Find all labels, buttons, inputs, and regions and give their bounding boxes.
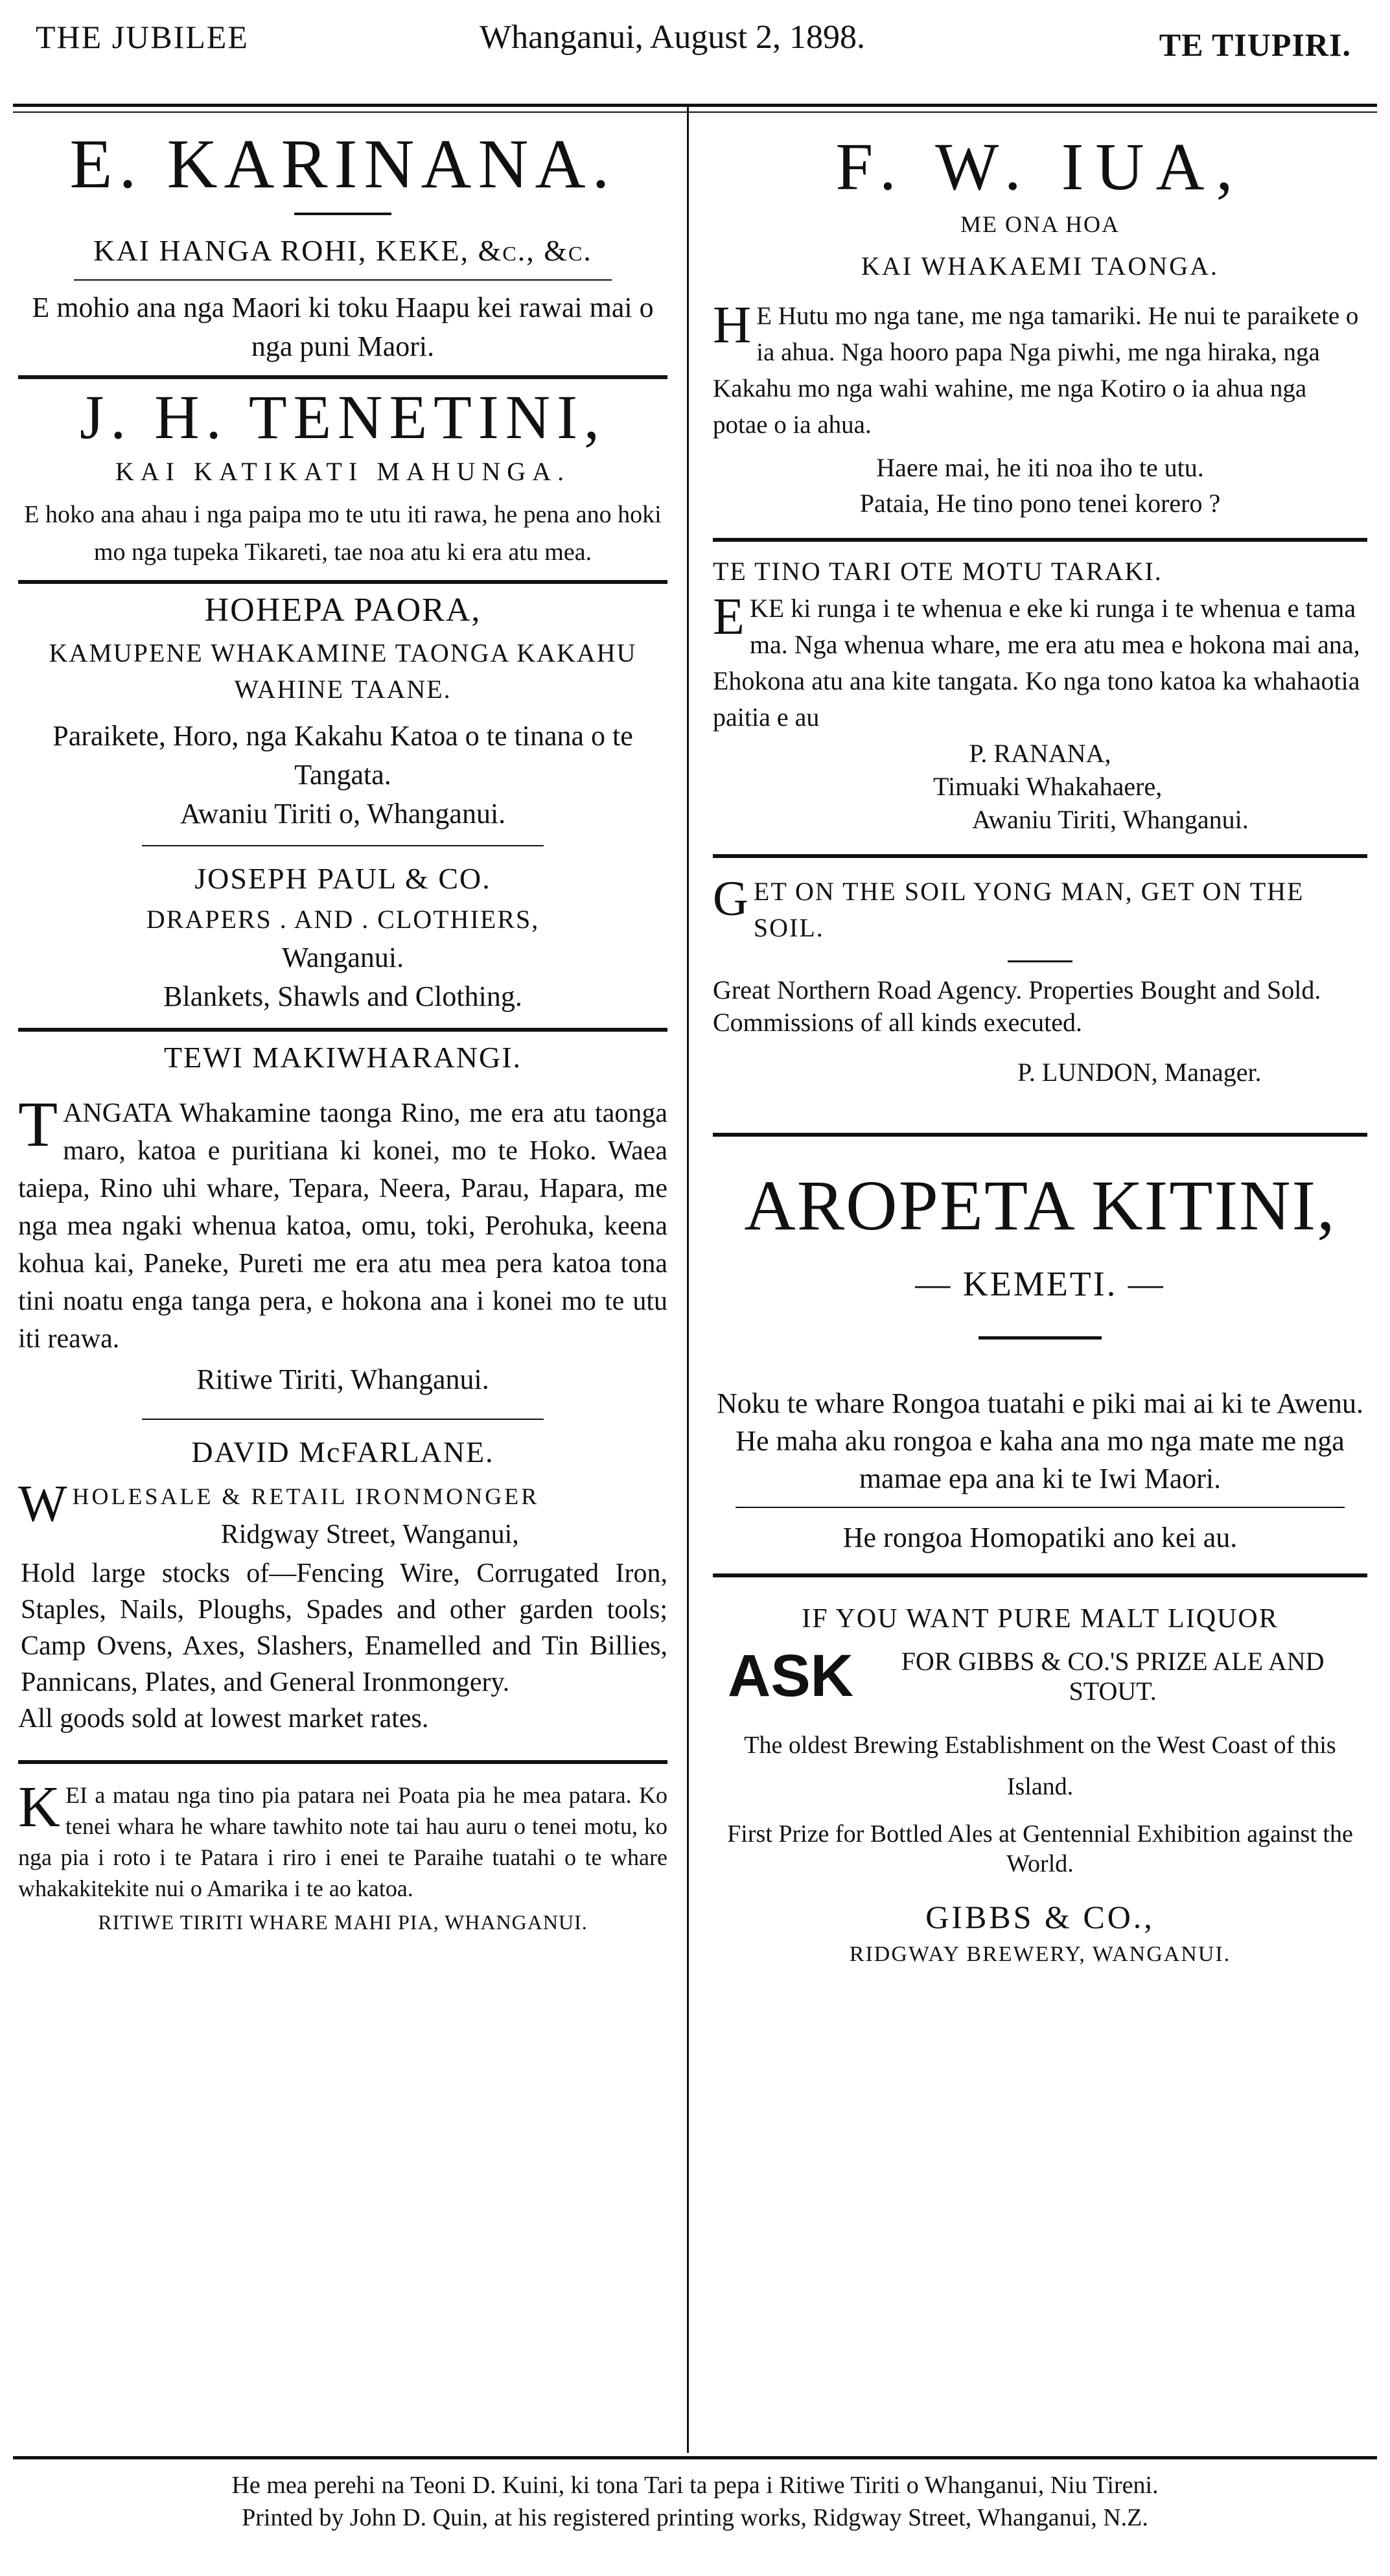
joseph-paul-body: Blankets, Shawls and Clothing. <box>163 980 522 1012</box>
imprint-english: Printed by John D. Quin, at his registered printing works, Ridgway Street, Whanganui, N.Z. <box>242 2504 1148 2531</box>
lundon-short-rule <box>1008 960 1072 962</box>
masthead-rule <box>13 104 1377 107</box>
masthead-dateline: Whanganui, August 2, 1898. <box>480 19 866 56</box>
mcfarlane-title: DAVID McFARLANE. <box>191 1435 494 1469</box>
gibbs-ask-line: FOR GIBBS & CO.'S PRIZE ALE AND STOUT. <box>901 1646 1325 1706</box>
masthead-title-english: THE JUBILEE <box>36 19 249 55</box>
masthead-rule-thin <box>13 111 1377 113</box>
mcfarlane-dropcap: W <box>18 1476 67 1533</box>
iua-subtitle1: ME ONA HOA <box>960 211 1120 238</box>
paora-address: Awaniu Tiriti o, Whanganui. <box>180 797 506 830</box>
paora-title: HOHEPA PAORA, <box>204 592 481 629</box>
taraki-address: Awaniu Tiriti, Whanganui. <box>972 805 1249 835</box>
left-column <box>18 113 667 1934</box>
mcfarlane-street: Ridgway Street, Wanganui, <box>220 1520 519 1550</box>
ad-taraki <box>713 542 1367 835</box>
gibbs-prize: First Prize for Bottled Ales at Gentennial Exhibition against the World. <box>727 1820 1353 1878</box>
column-divider <box>687 107 689 2453</box>
makiwharangi-address: Ritiwe Tiriti, Whanganui. <box>196 1363 489 1396</box>
paora-body: Paraikete, Horo, nga Kakahu Katoa o te tinana o te Tangata. <box>52 719 633 791</box>
iua-title: F. W. IUA, <box>835 130 1245 204</box>
patara-dropcap: K <box>18 1775 60 1840</box>
makiwharangi-dropcap: T <box>18 1088 58 1161</box>
patara-address: RITIWE TIRITI WHARE MAHI PIA, WHANGANUI. <box>98 1910 588 1934</box>
kitini-body: Noku te whare Rongoa tuatahi e piki mai ai ki te Awenu. He maha aku rongoa e kaha ana mo nga mate me nga mamae epa ana ki te Iwi Maori. <box>717 1387 1363 1495</box>
mcfarlane-subtitle: HOLESALE & RETAIL IRONMONGER <box>72 1483 540 1510</box>
tenetini-title: J. H. TENETINI, <box>79 382 607 452</box>
ad-mcfarlane <box>18 1420 667 1737</box>
ad-lundon <box>713 858 1367 1087</box>
karinana-subtitle: KAI HANGA ROHI, KEKE, &c., &c. <box>93 233 592 267</box>
lundon-title: ET ON THE SOIL YONG MAN, GET ON THE SOIL. <box>753 877 1304 943</box>
joseph-paul-subtitle: DRAPERS . AND . CLOTHIERS, <box>146 904 540 934</box>
gibbs-address: RIDGWAY BREWERY, WANGANUI. <box>849 1942 1231 1967</box>
ad-tenetini <box>18 379 667 572</box>
karinana-title: E. KARINANA. <box>69 126 616 203</box>
kitini-rule <box>736 1507 1345 1508</box>
taraki-dropcap: E <box>713 588 745 646</box>
taraki-text <box>713 590 1367 736</box>
gibbs-name: GIBBS & CO., <box>925 1899 1155 1936</box>
gibbs-oldest: The oldest Brewing Establishment on the West Coast of this Island. <box>744 1732 1336 1801</box>
ad-gibbs <box>713 1577 1367 1967</box>
taraki-body: KE ki runga i te whenua e eke ki runga i te whenua e tama ma. Nga whenua whare, me era atu mea e hokona mai ana, Ehokona atu ana kite tangata. Ko nga tono katoa ka whahaotia paitia e au <box>713 594 1360 732</box>
right-column <box>713 113 1367 1967</box>
iua-line2: Pataia, He tino pono tenei korero ? <box>859 489 1221 518</box>
ad-iua <box>713 113 1367 518</box>
iua-text <box>713 295 1367 443</box>
kitini-subtitle: — KEMETI. — <box>915 1264 1165 1304</box>
ad-karinana <box>18 113 667 366</box>
ad-patara <box>18 1764 667 1934</box>
imprint-maori: He mea perehi na Teoni D. Kuini, ki tona Tari ta pepa i Ritiwe Tiriti o Whanganui, Niu Tireni. <box>231 2472 1159 2499</box>
taraki-role: Timuaki Whakahaere, <box>933 772 1163 802</box>
tenetini-subtitle: KAI KATIKATI MAHUNGA. <box>115 457 571 487</box>
iua-subtitle2: KAI WHAKAEMI TAONGA. <box>861 251 1219 281</box>
gibbs-ask-row <box>713 1642 1367 1710</box>
karinana-body: E mohio ana nga Maori ki toku Haapu kei rawai mai o nga puni Maori. <box>32 291 654 362</box>
iua-dropcap: H <box>713 295 752 354</box>
mcfarlane-body: Hold large stocks of—Fencing Wire, Corrugated Iron, Staples, Nails, Ploughs, Spades and other garden tools; Camp Ovens, Axes, Slashers, Enamelled and Tin Billies, Pannicans, Plates, and General Ironmongery. <box>21 1559 667 1698</box>
lundon-dropcap: G <box>713 872 748 927</box>
imprint-rule <box>13 2456 1377 2459</box>
karinana-short-rule <box>294 213 391 215</box>
karinana-rule <box>74 279 612 281</box>
kitini-title: AROPETA KITINI, <box>744 1166 1336 1246</box>
lundon-heading <box>713 874 1367 946</box>
mcfarlane-heading <box>18 1478 667 1550</box>
imprint <box>13 2469 1377 2534</box>
lundon-manager: P. LUNDON, Manager. <box>1017 1058 1262 1087</box>
ad-makiwharangi <box>18 1032 667 1420</box>
taraki-name: P. RANANA, <box>969 739 1111 769</box>
makiwharangi-title: TEWI MAKIWHARANGI. <box>163 1040 522 1074</box>
iua-line1: Haere mai, he iti noa iho te utu. <box>876 453 1204 483</box>
joseph-paul-title: JOSEPH PAUL & CO. <box>194 861 491 895</box>
mcfarlane-footer: All goods sold at lowest market rates. <box>18 1704 429 1734</box>
tenetini-body: E hoko ana ahau i nga paipa mo te utu iti rawa, he pena ano hoki mo nga tupeka Tikareti, tae noa atu ki era atu mea. <box>24 501 662 566</box>
kitini-homeo: He rongoa Homopatiki ano kei au. <box>842 1522 1238 1554</box>
lundon-body: Great Northern Road Agency. Properties Bought and Sold. Commissions of all kinds executed. <box>713 975 1321 1038</box>
makiwharangi-body: ANGATA Whakamine taonga Rino, me era atu taonga maro, katoa e puritiana ki konei, mo te Hoko. Waea taiepa, Rino uhi whare, Tepara, Neera, Parau, Hapara, me nga mea ngaki whenua katoa, omu, toki, Perohuka, keena kohua kai, Paneke, Pureti me era atu mea pera katoa tona tini noatu enga tanga pera, e hokona ana i konei mo te utu iti reawa. <box>18 1098 667 1354</box>
gibbs-ask: ASK <box>727 1643 854 1710</box>
ad-joseph-paul <box>18 846 667 1016</box>
iua-body: E Hutu mo nga tane, me nga tamariki. He nui te paraikete o ia ahua. Nga hooro papa Nga piwhi, me nga hiraka, nga Kakahu mo nga wahi wahine, me nga Kotiro o ia ahua nga potae o ia ahua. <box>713 302 1359 439</box>
ad-kitini <box>713 1137 1367 1554</box>
patara-body: EI a matau nga tino pia patara nei Poata pia he mea patara. Ko tenei whara he whare tawhito note tai hau auru o tenei motu, ko nga pia i roto i te Patara i riro i enei te Paraihe tuatahi o te whare whakakitekite nui o Amarika i te ao katoa. <box>18 1782 667 1902</box>
joseph-paul-town: Wanganui. <box>281 941 404 973</box>
kitini-short-rule <box>979 1336 1102 1340</box>
ad-paora <box>18 584 667 846</box>
makiwharangi-text <box>18 1088 667 1358</box>
taraki-title: TE TINO TARI OTE MOTU TARAKI. <box>713 557 1163 586</box>
paora-subtitle: KAMUPENE WHAKAMINE TAONGA KAKAHU WAHINE TAANE. <box>49 638 637 704</box>
gibbs-lead: IF YOU WANT PURE MALT LIQUOR <box>802 1604 1279 1634</box>
masthead-title-maori: TE TIUPIRI. <box>1159 27 1351 63</box>
